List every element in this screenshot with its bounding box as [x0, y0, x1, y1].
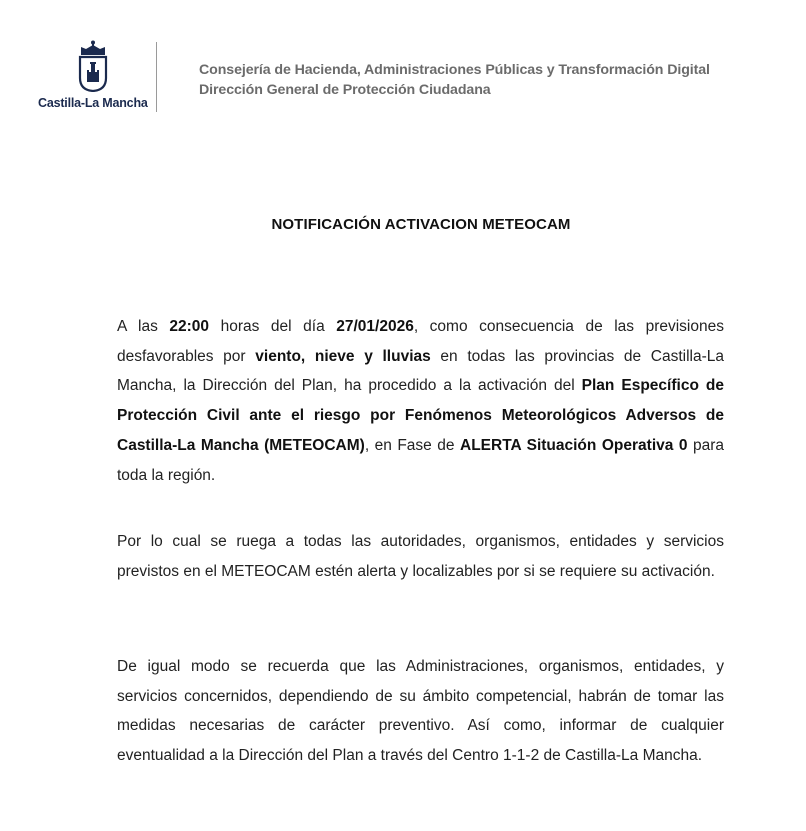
- alert-phase: ALERTA Situación Operativa 0: [460, 436, 688, 454]
- paragraph-activation: [117, 312, 724, 490]
- logo-text: Castilla-La Mancha: [38, 96, 148, 110]
- activation-time: 22:00: [169, 318, 210, 335]
- activation-date: 27/01/2026: [336, 318, 414, 335]
- text-fragment: para toda la región.: [117, 436, 724, 484]
- castle-crown-emblem-icon: [78, 40, 108, 92]
- text-fragment: A las: [117, 318, 170, 335]
- header-divider: [156, 42, 157, 112]
- plan-name: Plan Específico de Protección Civil ante el riesgo por Fenómenos Meteorológicos Adversos de Castilla-La Mancha (METEOCAM): [117, 377, 724, 454]
- document-title: NOTIFICACIÓN ACTIVACION METEOCAM: [271, 216, 571, 233]
- paragraph-reminder: De igual modo se recuerda que las Administraciones, organismos, entidades, y servicios concernidos, dependiendo de su ámbito competencial, habrán de tomar las medidas necesarias de carácter preventivo. Así como, informar de cualquier eventualidad a la Dirección del Plan a través del Centro 1-1-2 de Castilla-La Mancha.: [117, 658, 724, 765]
- paragraph-request: Por lo cual se ruega a todas las autoridades, organismos, entidades y servicios previstos en el METEOCAM estén alerta y localizables por si se requiere su activación.: [117, 533, 724, 580]
- logo: [38, 40, 154, 116]
- text-fragment: , en Fase de: [364, 436, 460, 454]
- text-fragment: , como consecuencia de las previsiones desfavorables por: [117, 318, 724, 365]
- weather-phenomena: viento, nieve y lluvias: [255, 347, 431, 365]
- text-fragment: horas del día: [209, 318, 337, 335]
- text-fragment: en todas las provincias de Castilla-La Mancha, la Dirección del Plan, ha procedido a la activación del: [117, 347, 725, 395]
- department-block: [199, 61, 710, 100]
- department-line-1: Consejería de Hacienda, Administraciones Públicas y Transformación Digital: [199, 62, 710, 78]
- document-header: [0, 0, 806, 130]
- department-line-2: Dirección General de Protección Ciudadana: [199, 81, 491, 98]
